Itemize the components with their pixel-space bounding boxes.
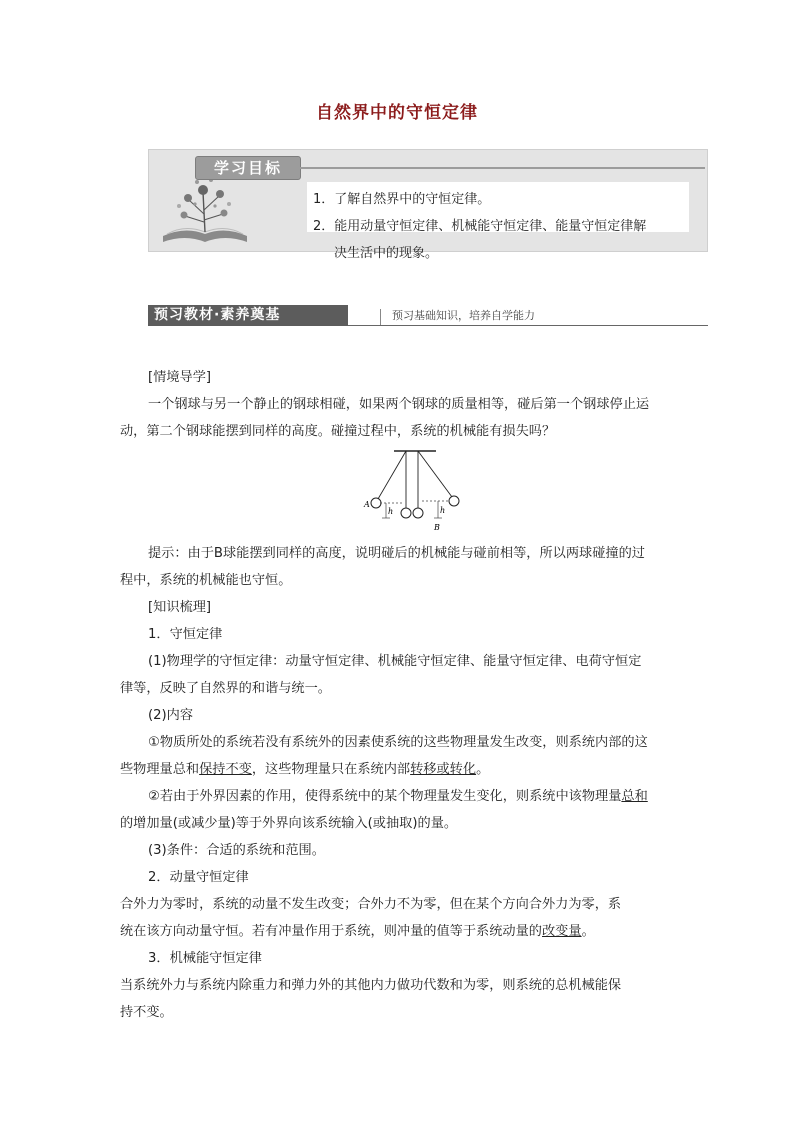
s3-line2: 持不变。 <box>120 1005 173 1020</box>
label-a: A <box>364 500 370 509</box>
objectives-divider <box>299 167 705 169</box>
underlined-answer: 总和 <box>621 789 648 804</box>
knowledge-heading: [知识梳理] <box>148 600 212 615</box>
s1-p2b-line1: ②若由于外界因素的作用，使得系统中的某个物理量发生变化，则系统中该物理量总和 <box>148 789 648 804</box>
book-flower-illustration <box>157 170 253 250</box>
label-h-left: h <box>388 507 394 516</box>
scenario-heading: [情境导学] <box>148 370 212 385</box>
section-1-title: 1．守恒定律 <box>148 627 223 642</box>
banner-divider <box>380 309 381 325</box>
objective-item-1: 1．了解自然界中的守恒定律。 <box>313 192 491 207</box>
s1-p2-title: (2)内容 <box>148 708 194 723</box>
underlined-answer: 转移或转化 <box>410 762 477 777</box>
s1-p1-line2: 律等，反映了自然界的和谐与统一。 <box>120 681 331 696</box>
s1-p1-line1: (1)物理学的守恒定律：动量守恒定律、机械能守恒定律、能量守恒定律、电荷守恒定 <box>148 654 642 669</box>
scenario-hint-line2: 程中，系统的机械能也守恒。 <box>120 573 292 588</box>
scenario-question-line2: 动，第二个钢球能摆到同样的高度。碰撞过程中，系统的机械能有损失吗？ <box>120 424 556 439</box>
scenario-question-line1: 一个钢球与另一个静止的钢球相碰，如果两个钢球的质量相等，碰后第一个钢球停止运 <box>148 397 650 412</box>
banner-underline <box>348 325 708 326</box>
label-b: B <box>434 523 440 532</box>
objective-item-2: 2．能用动量守恒定律、机械能守恒定律、能量守恒定律解 <box>313 219 647 234</box>
s2-line2: 统在该方向动量守恒。若有冲量作用于系统，则冲量的值等于系统动量的改变量。 <box>120 924 595 939</box>
underlined-answer: 保持不变 <box>199 762 252 777</box>
pendulum-figure <box>360 448 470 536</box>
label-h-right: h <box>440 506 446 515</box>
underlined-answer: 改变量 <box>542 924 582 939</box>
section-banner-subtitle: 预习基础知识，培养自学能力 <box>392 309 535 322</box>
section-3-title: 3．机械能守恒定律 <box>148 951 262 966</box>
s2-line1: 合外力为零时，系统的动量不发生改变；合外力不为零，但在某个方向合外力为零，系 <box>120 897 622 912</box>
scenario-hint-line1: 提示：由于B球能摆到同样的高度，说明碰后的机械能与碰前相等，所以两球碰撞的过 <box>148 546 645 561</box>
s3-line1: 当系统外力与系统内除重力和弹力外的其他内力做功代数和为零，则系统的总机械能保 <box>120 978 622 993</box>
page-title: 自然界中的守恒定律 <box>316 103 478 123</box>
objective-item-2-continued: 决生活中的现象。 <box>334 246 439 261</box>
section-banner-title: 预习教材·素养奠基 <box>148 305 348 326</box>
s1-p2b-line2: 的增加量(或减少量)等于外界向该系统输入(或抽取)的量。 <box>120 816 458 831</box>
s1-p3: (3)条件：合适的系统和范围。 <box>148 843 325 858</box>
section-2-title: 2．动量守恒定律 <box>148 870 249 885</box>
s1-p2a-line2: 些物理量总和保持不变，这些物理量只在系统内部转移或转化。 <box>120 762 490 777</box>
s1-p2a-line1: ①物质所处的系统若没有系统外的因素使系统的这些物理量发生改变，则系统内部的这 <box>148 735 648 750</box>
section-banner <box>148 305 708 326</box>
objectives-tab-label: 学习目标 <box>195 156 301 180</box>
